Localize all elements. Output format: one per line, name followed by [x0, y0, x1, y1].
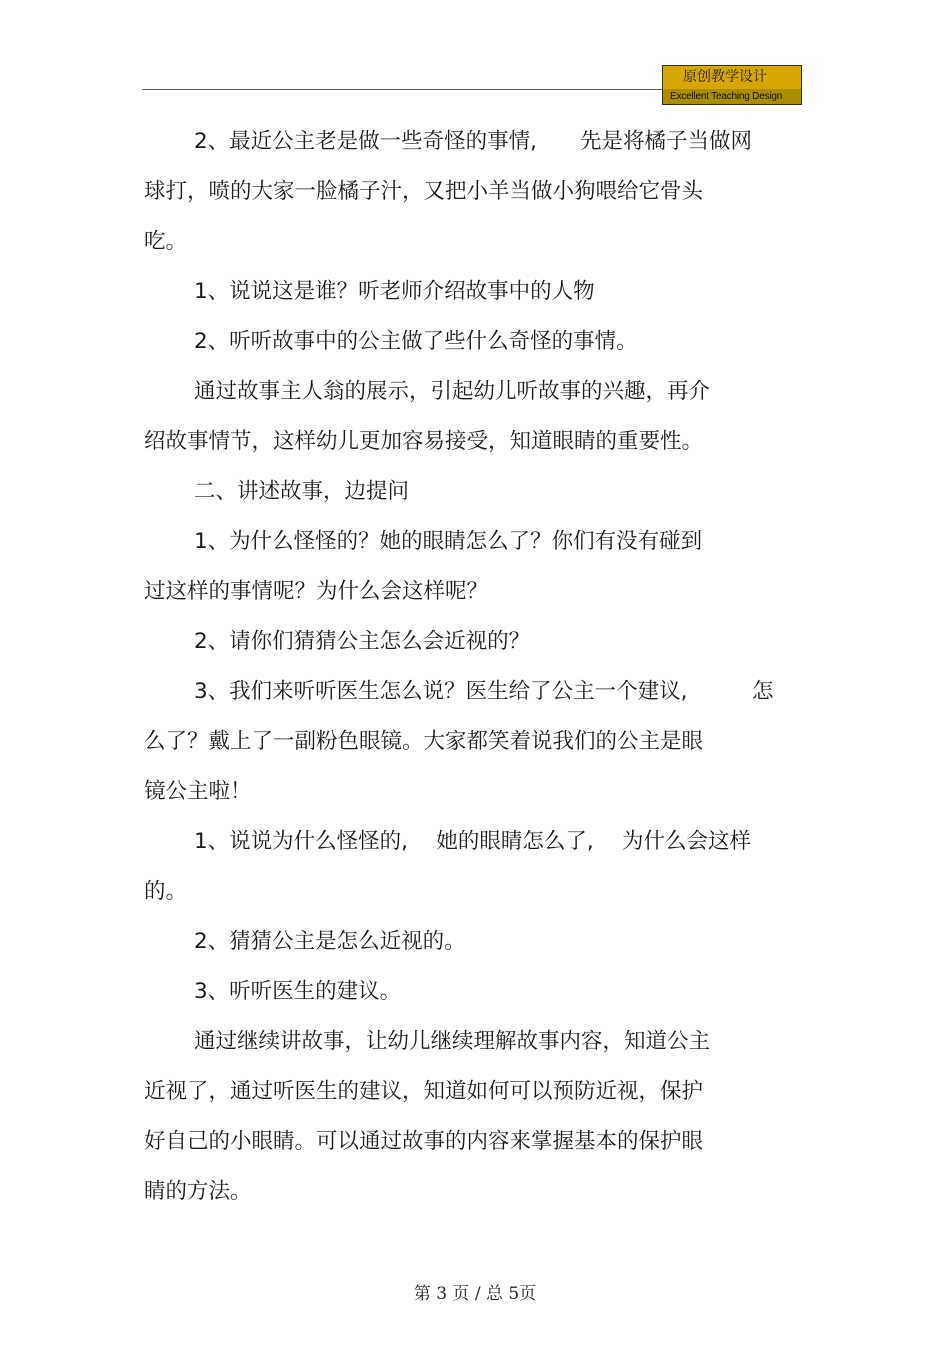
header-badge: [662, 65, 802, 105]
text-line: 1、说说这是谁？听老师介绍故事中的人物: [194, 279, 595, 304]
text-line: 么了？戴上了一副粉色眼镜。大家都笑着说我们的公主是眼: [144, 729, 704, 754]
text-line: 通过继续讲故事，让幼儿继续理解故事内容，知道公主: [194, 1029, 711, 1054]
badge-title-en: Excellent Teaching Design: [663, 89, 801, 104]
text-line: 过这样的事情呢？为什么会这样呢？: [144, 579, 489, 604]
badge-title-cn: 原创教学设计: [663, 66, 801, 89]
text-line: 的。: [144, 879, 188, 904]
text-line: 镜公主啦！: [144, 779, 252, 804]
text-line: 2、猜猜公主是怎么近视的。: [194, 929, 466, 954]
text-line: 二、讲述故事，边提问: [194, 479, 410, 504]
text-line: 3、我们来听听医生怎么说？医生给了公主一个建议, 怎: [194, 679, 774, 704]
text-line: 1、为什么怪怪的？她的眼睛怎么了？你们有没有碰到: [194, 529, 703, 554]
text-line: 好自己的小眼睛。可以通过故事的内容来掌握基本的保护眼: [144, 1129, 704, 1154]
text-line: 绍故事情节，这样幼儿更加容易接受，知道眼睛的重要性。: [144, 429, 704, 454]
page-number: 第 3 页 / 总 5页: [413, 1284, 537, 1304]
text-line: 1、说说为什么怪怪的, 她的眼睛怎么了, 为什么会这样: [194, 829, 752, 854]
document-body: [144, 117, 814, 1217]
text-line: 吃。: [144, 229, 188, 254]
text-line: 2、听听故事中的公主做了些什么奇怪的事情。: [194, 329, 638, 354]
text-line: 睛的方法。: [144, 1179, 252, 1204]
text-line: 3、听听医生的建议。: [194, 979, 402, 1004]
text-line: 2、请你们猜猜公主怎么会近视的？: [194, 629, 531, 654]
text-line: 球打，喷的大家一脸橘子汁，又把小羊当做小狗喂给它骨头: [144, 179, 704, 204]
text-line: 近视了，通过听医生的建议，知道如何可以预防近视，保护: [144, 1079, 704, 1104]
text-line: 通过故事主人翁的展示，引起幼儿听故事的兴趣，再介: [194, 379, 711, 404]
text-line: 2、最近公主老是做一些奇怪的事情, 先是将橘子当做网: [194, 129, 753, 154]
header-rule: [142, 89, 662, 90]
